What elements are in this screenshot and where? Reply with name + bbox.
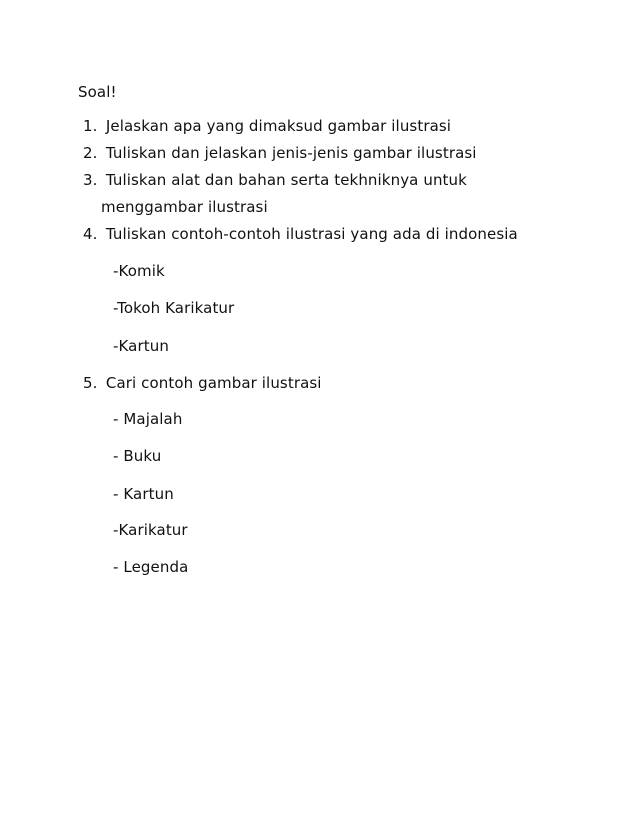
list-item: -Karikatur — [113, 521, 188, 539]
list-item: -Kartun — [113, 337, 169, 355]
question-text: Tuliskan contoh-contoh ilustrasi yang ada di indonesia — [105, 225, 518, 243]
question-number: 1. — [83, 117, 98, 135]
list-item: -Komik — [113, 262, 165, 280]
list-item: - Majalah — [113, 410, 183, 428]
question-number: 2. — [83, 144, 98, 162]
list-item: -Tokoh Karikatur — [113, 299, 235, 317]
page-title: Soal! — [78, 83, 117, 101]
question-3 — [83, 171, 467, 189]
question-4 — [83, 225, 518, 243]
question-number: 4. — [83, 225, 98, 243]
list-item: - Buku — [113, 447, 162, 465]
question-2 — [83, 144, 477, 162]
question-3-continuation: menggambar ilustrasi — [101, 198, 268, 216]
question-1 — [83, 117, 451, 135]
question-number: 3. — [83, 171, 98, 189]
question-text: Jelaskan apa yang dimaksud gambar ilustrasi — [105, 117, 452, 135]
question-number: 5. — [83, 374, 98, 392]
question-5 — [83, 374, 322, 392]
question-text: Tuliskan alat dan bahan serta tekhniknya untuk — [105, 171, 467, 189]
question-text: Tuliskan dan jelaskan jenis-jenis gambar ilustrasi — [105, 144, 477, 162]
list-item: - Kartun — [113, 485, 174, 503]
question-text: Cari contoh gambar ilustrasi — [105, 374, 322, 392]
list-item: - Legenda — [113, 558, 189, 576]
